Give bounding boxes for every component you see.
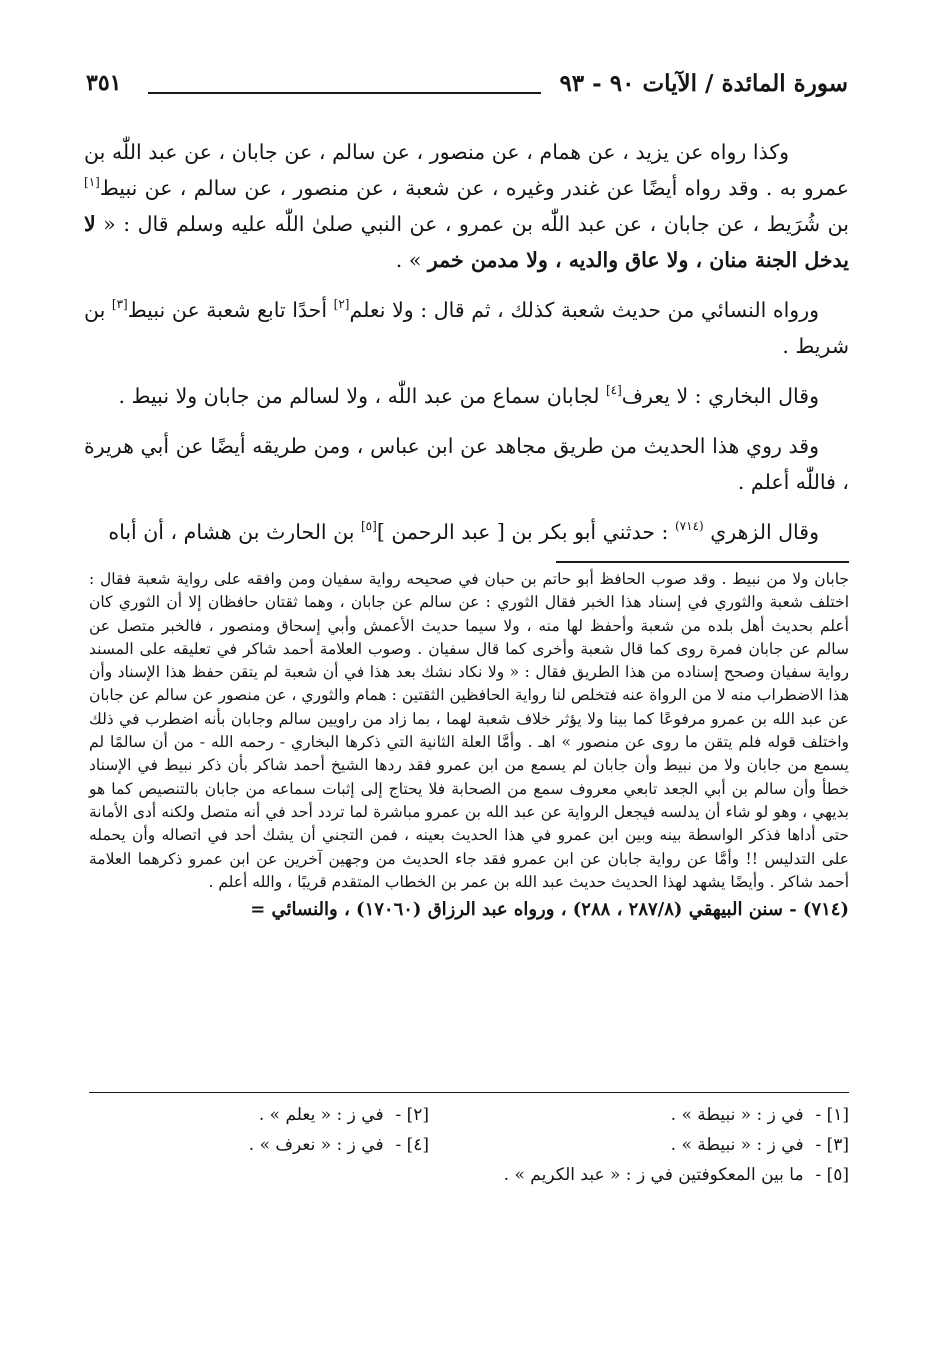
paragraph-4 [84,428,849,500]
note-text: في ز : « نبيطة » . [670,1135,804,1155]
footnote-block [89,568,849,926]
apparatus-note-3 [671,1135,849,1155]
apparatus-note-2 [259,1105,429,1125]
note-number: [١] - [815,1105,849,1125]
running-header [86,70,848,110]
text: وكذا رواه عن يزيد ، عن همام ، عن منصور ، عن سالم ، عن جابان ، عن عبد اللّٰه بن عمرو به . وقد رواه أيضًا عن غندر وغيره ، عن شعبة ، عن منصور ، عن سالم ، عن نبيط [84,140,849,200]
text: بن شُرَيط ، عن جابان ، عن عبد اللّٰه بن عمرو ، عن النبي صلىٰ اللّٰه عليه وسلم قال : « [95,212,849,236]
reference-marker-1: [١] [84,175,100,189]
main-text [84,134,849,564]
footnote-marker-714: (٧١٤) [674,519,704,533]
note-number: [٤] - [395,1135,429,1155]
apparatus-note-1 [671,1105,849,1125]
header-rule [148,92,541,94]
apparatus-row [89,1165,849,1195]
text: وقال الزهري [703,520,819,544]
apparatus-row [89,1105,849,1135]
text: أحدًا تابع شعبة عن نبيط [127,298,334,322]
note-number: [٣] - [815,1135,849,1155]
note-text: ما بين المعكوفتين في ز : « عبد الكريم » . [503,1165,804,1185]
page-number: ٣٥١ [86,70,122,96]
text: » . [395,248,428,272]
footnote-714: (٧١٤) - سنن البيهقي (٢٨٧/٨ ، ٢٨٨) ، ورواه عبد الرزاق (١٧٠٦٠) ، والنسائي = [250,899,849,921]
note-text: في ز : « نعرف » . [248,1135,384,1155]
surah-heading: سورة المائدة / الآيات ٩٠ - ٩٣ [559,70,848,97]
note-text: في ز : « نبيطة » . [670,1105,804,1125]
footnote-text: جابان ولا من نبيط . وقد صوب الحافظ أبو حاتم بن حبان في صحيحه رواية سفيان ومن وافقه على رواية شعبة فقال : اختلف شعبة والثوري في إسناد هذا الخبر فقال الثوري : عن سالم عن جابان ، وهما ثقتان حافظان إلا أن الثوري كان أعلم بحديث أهل بلده من شعبة وأحفظ لها منه ، ولا سيما حديث الأعمش وأبي إسحاق ومنصور ، فالخبر متصل عن سالم عن جابان فمرة روى كما قال شعبة وأخرى كما قال سفيان . وصوب العلامة أحمد شاكر في تعليقه على المسند رواية سفيان وصحح إسناده من هذا الطريق فقال : « ولا نكاد نشك بعد هذا في أن شعبة لم يتقن حفظ هذا الإسناد وأن هذا الاضطراب منه لا من الرواة عنه فتخلص لنا رواية الحافظين الثقتين : همام والثوري ، عن منصور عن سالم عن جابان عن عبد الله بن عمرو مرفوعًا كما بينا ولا يؤثر خلاف شعبة لهما ، بما زاد من راويين سالم وجابان بأنه اضطرب في ذلك واختلف قوله فلم يتقن ما روى عن منصور » اهـ . وأمَّا العلة الثانية التي ذكرها البخاري - رحمه الله - من أن سالمًا لم يسمع من جابان ولا من نبيط وأن جابان لم يسمع من ابن عمرو فقد ردها الشيخ أحمد شاكر بأن ذكر نبيط في الإسناد خطأ وأن سالم بن أبي الجعد تابعي معروف سمع من الصحابة فلا يحتاج إلى إثبات سماعه من جابان بالتنصيص كما هو بديهي ، وهو لو شاء أن يدلسه فيجعل الرواية عن عبد الله بن عمرو مباشرة لما تردد أحد في أنه متصل ولكنه أدى الأمانة حتى أداها فذكر الواسطة بينه وبين ابن عمرو في هذا الحديث بعينه ، فمن التجني أن يشك أحد في اتصاله وأن يحمله على التدليس !! وأمَّا عن رواية جابان عن ابن عمرو فقد جاء الحديث من وجهين آخرين عن ابن عمرو ذكرهما العلامة أحمد شاكر . وأيضًا يشهد لهذا الحديث حديث عبد الله بن عمر بن الخطاب المتقدم قريبًا ، والله أعلم . [89,570,849,891]
critical-apparatus [89,1105,849,1195]
footnote-separator [556,561,849,563]
note-text: في ز : « يعلم » . [258,1105,384,1125]
apparatus-row [89,1135,849,1165]
note-number: [٥] - [815,1165,849,1185]
text: وقال البخاري : لا يعرف [621,384,819,408]
note-number: [٢] - [395,1105,429,1125]
apparatus-separator [89,1092,849,1093]
text: بن الحارث بن هشام ، أن أباه [108,520,361,544]
text: لجابان سماع من عبد اللّٰه ، ولا لسالم من جابان ولا نبيط . [118,384,606,408]
paragraph-2 [84,292,849,364]
reference-marker-2: [٢] [333,297,350,311]
apparatus-note-4 [249,1135,429,1155]
reference-marker-5: [٥] [360,519,377,533]
apparatus-note-5 [504,1165,849,1185]
text: : حدثني أبو بكر بن [ عبد الرحمن ] [376,520,675,544]
reference-marker-4: [٤] [605,383,622,397]
paragraph-3 [84,378,849,414]
paragraph-5 [84,514,849,550]
reference-marker-3: [٣] [111,297,128,311]
hadith-text: لا يدخل الجنة منان ، ولا عاق والديه ، ولا مدمن خمر [84,212,849,272]
paragraph-1 [84,134,849,278]
text: وقد روي هذا الحديث من طريق مجاهد عن ابن عباس ، ومن طريقه أيضًا عن أبي هريرة ، فاللّٰه أعلم . [84,434,849,494]
text: بن شريط . [84,298,849,358]
text: ورواه النسائي من حديث شعبة كذلك ، ثم قال : ولا نعلم [349,298,820,322]
